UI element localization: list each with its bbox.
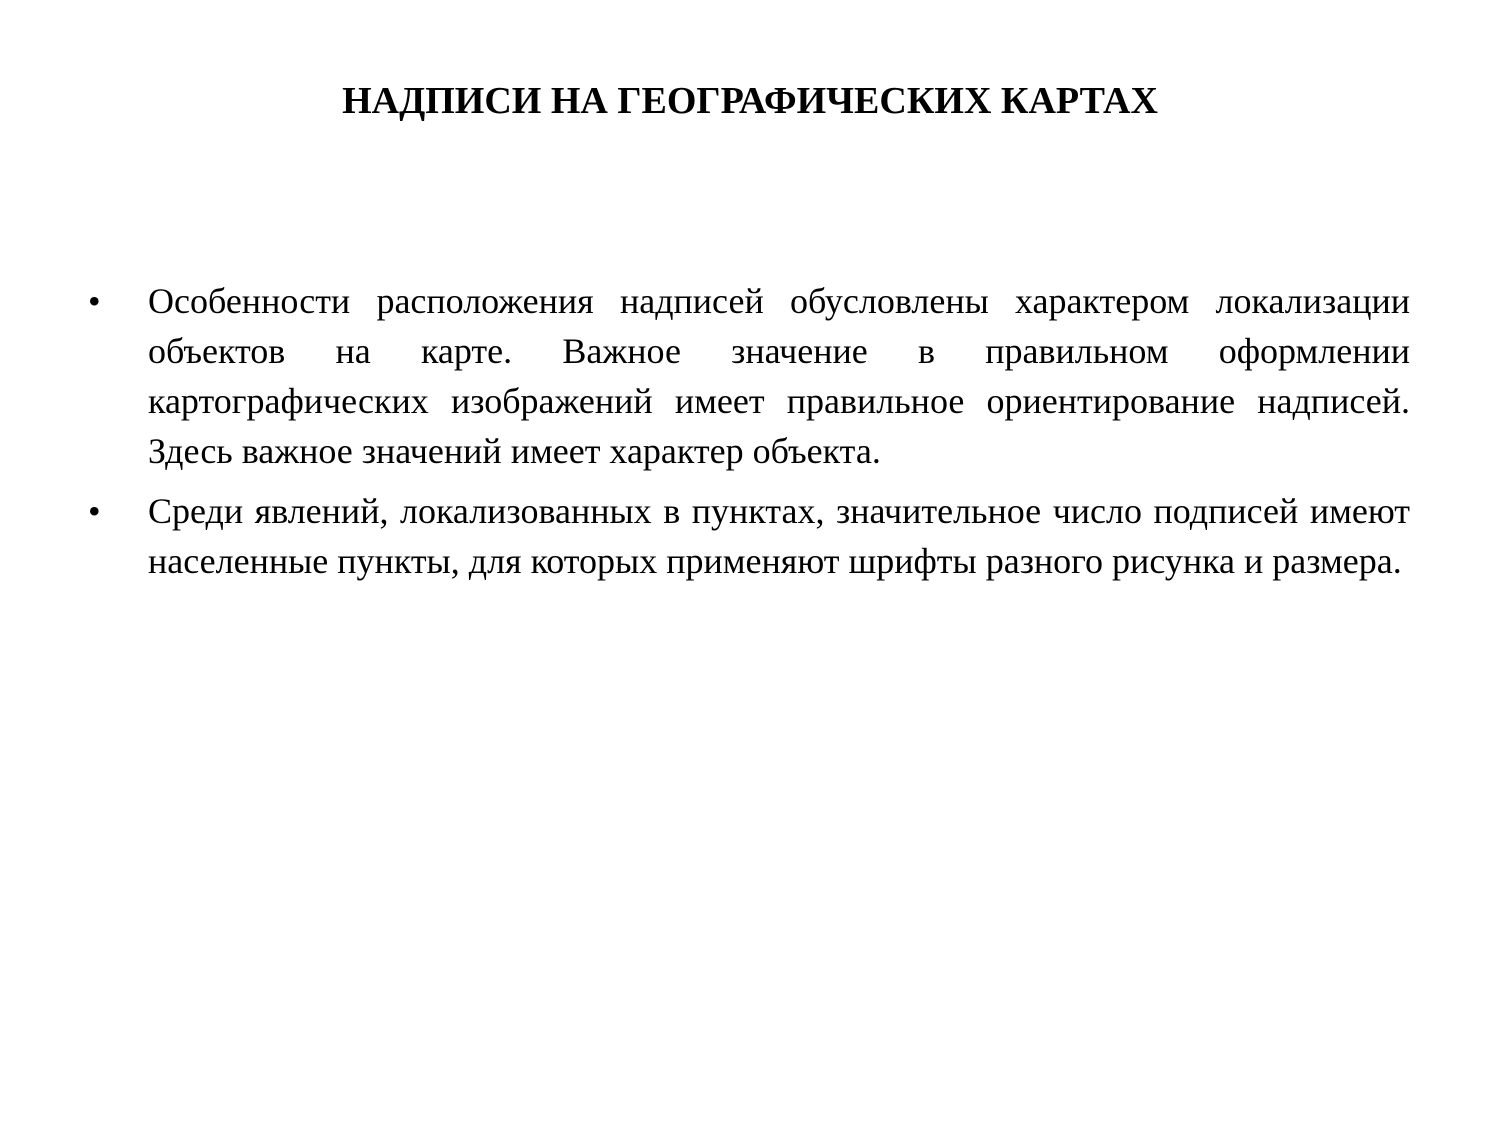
bullet-text: Среди явлений, локализованных в пунктах, значительное число подписей имеют населенные пункты, для которых применяют шрифты разного рисунка и размера.: [148, 491, 1410, 581]
bullet-list: [0, 276, 1500, 596]
bullet-dot-icon: •: [88, 491, 101, 531]
bullet-text: Особенности расположения надписей обусловлены характером локализации объектов на карте. Важное значение в правильном оформлении картографических изображений имеет правильное ориентирование надписей. Здесь важное значений имеет характер объекта.: [148, 281, 1410, 471]
bullet-item: [0, 486, 1500, 586]
bullet-item: [0, 276, 1500, 476]
bullet-dot-icon: •: [88, 281, 101, 321]
slide-title: НАДПИСИ НА ГЕОГРАФИЧЕСКИХ КАРТАХ: [342, 80, 1158, 122]
